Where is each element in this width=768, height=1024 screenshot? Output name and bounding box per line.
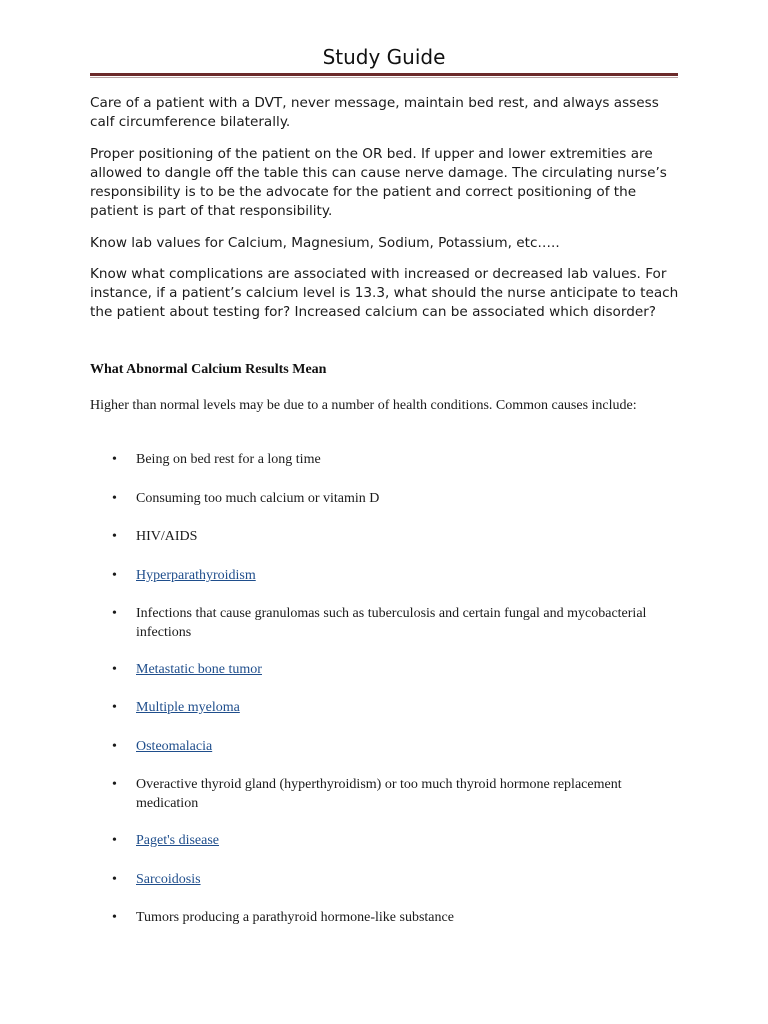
list-item (112, 450, 672, 469)
list-item (112, 737, 672, 756)
bullet-icon: • (112, 739, 117, 754)
bullet-icon: • (112, 777, 117, 792)
paragraph-lab-values: Know lab values for Calcium, Magnesium, Sodium, Potassium, etc….. (90, 235, 560, 251)
cause-text: Overactive thyroid gland (hyperthyroidism) or too much thyroid hormone replacement medication (136, 777, 622, 811)
bullet-icon: • (112, 491, 117, 506)
bullet-icon: • (112, 833, 117, 848)
bullet-icon: • (112, 872, 117, 887)
section-heading: What Abnormal Calcium Results Mean (90, 362, 327, 377)
bullet-icon: • (112, 910, 117, 925)
list-item (112, 604, 672, 642)
link-sarcoidosis[interactable]: Sarcoidosis (136, 872, 201, 887)
list-item (112, 566, 672, 585)
cause-text: Infections that cause granulomas such as tuberculosis and certain fungal and mycobacterial infections (136, 606, 647, 640)
list-item (112, 660, 672, 679)
bullet-icon: • (112, 568, 117, 583)
link-multiple-myeloma[interactable]: Multiple myeloma (136, 700, 240, 715)
link-metastatic-bone-tumor[interactable]: Metastatic bone tumor (136, 662, 262, 677)
list-item (112, 775, 672, 813)
cause-text: Consuming too much calcium or vitamin D (136, 491, 380, 506)
page-title: Study Guide (322, 45, 446, 69)
cause-text: Tumors producing a parathyroid hormone-like substance (136, 910, 454, 925)
list-item (112, 489, 672, 508)
list-item (112, 870, 672, 889)
bullet-icon: • (112, 529, 117, 544)
bullet-icon: • (112, 662, 117, 677)
paragraph-dvt: Care of a patient with a DVT, never message, maintain bed rest, and always assess calf circumference bilaterally. (90, 95, 659, 130)
link-pagets-disease[interactable]: Paget's disease (136, 833, 220, 848)
section-intro: Higher than normal levels may be due to a number of health conditions. Common causes include: (90, 398, 637, 413)
cause-text: Being on bed rest for a long time (136, 452, 321, 467)
list-item (112, 831, 672, 850)
bullet-icon: • (112, 452, 117, 467)
title-divider-shadow (90, 77, 678, 78)
cause-text: HIV/AIDS (136, 529, 198, 544)
link-osteomalacia[interactable]: Osteomalacia (136, 739, 213, 754)
link-hyperparathyroidism[interactable]: Hyperparathyroidism (136, 568, 256, 583)
paragraph-positioning: Proper positioning of the patient on the OR bed. If upper and lower extremities are allowed to dangle off the table this can cause nerve damage. The circulating nurse’s responsibility is to be the advocate for the patient and correct positioning of the patient is part of that responsibility. (90, 146, 667, 219)
bullet-icon: • (112, 700, 117, 715)
list-item (112, 698, 672, 717)
title-divider (90, 73, 678, 76)
bullet-icon: • (112, 606, 117, 621)
paragraph-complications: Know what complications are associated with increased or decreased lab values. For instance, if a patient’s calcium level is 13.3, what should the nurse anticipate to teach the patient about testing for? Increased calcium can be associated which disorder? (90, 266, 679, 320)
list-item (112, 527, 672, 546)
list-item (112, 908, 672, 927)
